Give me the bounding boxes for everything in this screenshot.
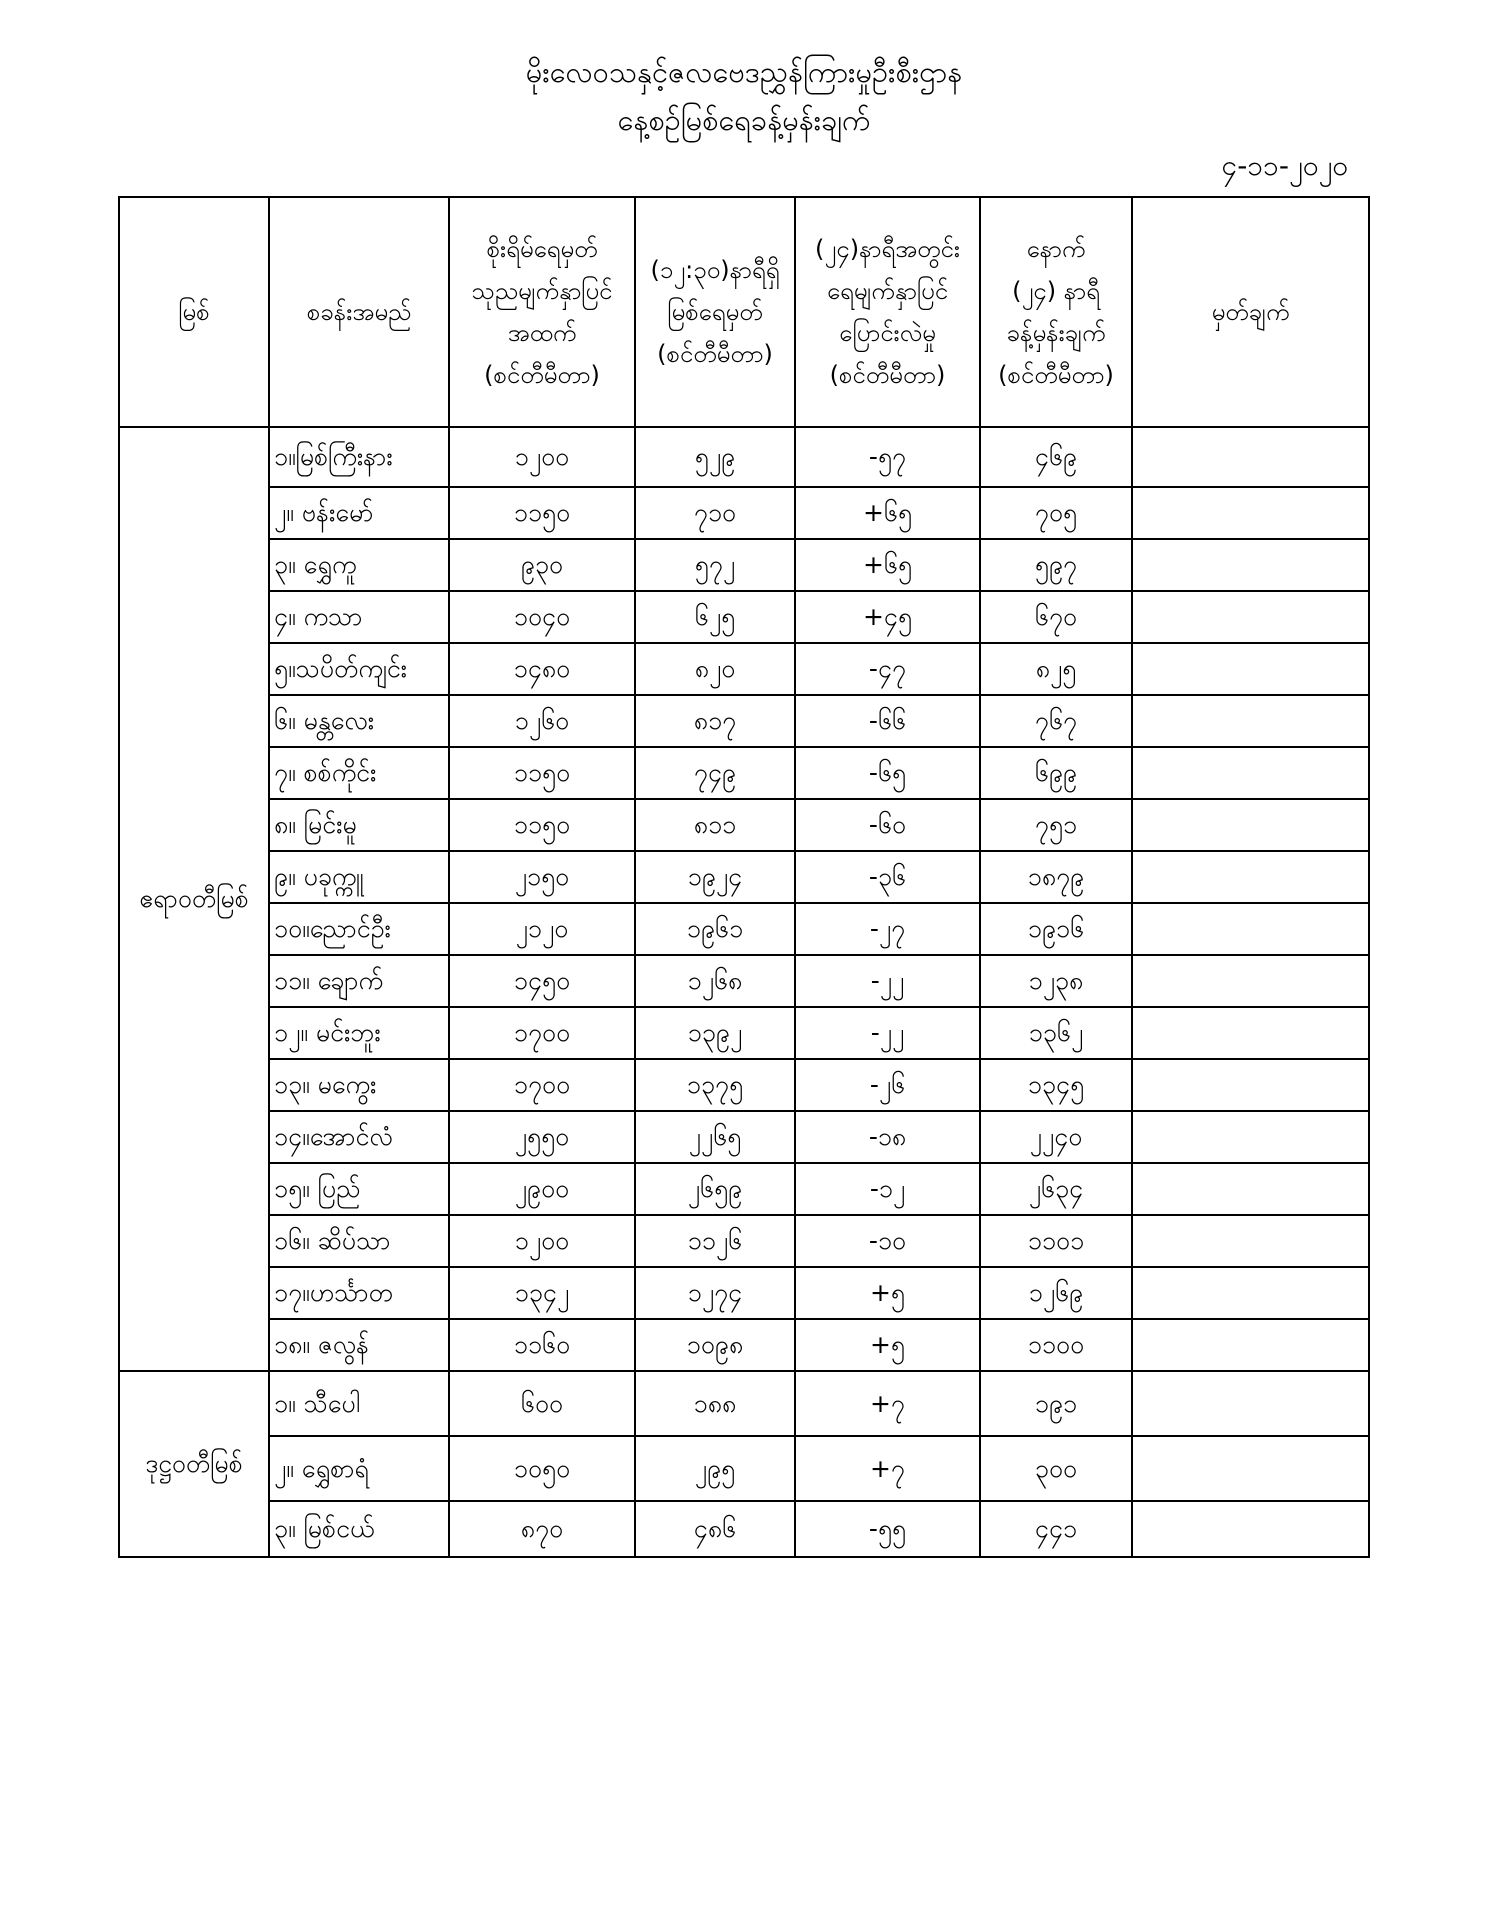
header-current-level <box>635 197 795 427</box>
remarks-cell <box>1132 1436 1369 1501</box>
danger-level: ၁၇၀၀ <box>449 1007 635 1059</box>
forecast-level: ၇၀၅ <box>980 487 1132 539</box>
table-row <box>119 427 1369 487</box>
danger-level: ၆၀၀ <box>449 1371 635 1436</box>
remarks-cell <box>1132 1163 1369 1215</box>
header-line: စိုးရိမ်ရေမှတ် <box>486 235 598 263</box>
table-row <box>119 747 1369 799</box>
table-row <box>119 1436 1369 1501</box>
table-row <box>119 1501 1369 1557</box>
remarks-cell <box>1132 695 1369 747</box>
table-row <box>119 1319 1369 1371</box>
page-title: မိုးလေဝသနှင့်ဇလဗေဒညွှန်ကြားမှုဦးစီးဌာန <box>525 55 963 89</box>
header-line: ရေမျက်နှာပြင် <box>826 277 949 305</box>
danger-level: ၁၂၆၀ <box>449 695 635 747</box>
danger-level: ၂၅၅၀ <box>449 1111 635 1163</box>
forecast-level: ၈၂၅ <box>980 643 1132 695</box>
station-name: ၂။ ဗန်းမော် <box>269 487 449 539</box>
table-row <box>119 903 1369 955</box>
table-body <box>119 427 1369 1557</box>
forecast-level: ၄၄၁ <box>980 1501 1132 1557</box>
current-level: ၁၈၈ <box>635 1371 795 1436</box>
level-change: -၆၀ <box>795 799 980 851</box>
danger-level: ၁၃၄၂ <box>449 1267 635 1319</box>
header-row <box>119 197 1369 427</box>
station-name: ၁၃။ မကွေး <box>269 1059 449 1111</box>
table-row <box>119 1111 1369 1163</box>
header-line: မြစ်ရေမှတ် <box>667 298 763 326</box>
table-row <box>119 695 1369 747</box>
danger-level: ၁၂၀၀ <box>449 1215 635 1267</box>
current-level: ၁၂၇၄ <box>635 1267 795 1319</box>
forecast-level: ၆၇၀ <box>980 591 1132 643</box>
remarks-cell <box>1132 1007 1369 1059</box>
remarks-cell <box>1132 1111 1369 1163</box>
station-name: ၇။ စစ်ကိုင်း <box>269 747 449 799</box>
river-name: ဧရာဝတီမြစ် <box>119 427 269 1371</box>
station-name: ၁၅။ ပြည် <box>269 1163 449 1215</box>
current-level: ၂၂၆၅ <box>635 1111 795 1163</box>
table-row <box>119 643 1369 695</box>
current-level: ၁၁၂၆ <box>635 1215 795 1267</box>
header-level-change <box>795 197 980 427</box>
danger-level: ၁၇၀၀ <box>449 1059 635 1111</box>
forecast-level: ၂၆၃၄ <box>980 1163 1132 1215</box>
header-line: ခန့်မှန်းချက် <box>1006 319 1106 347</box>
level-change: -၆၆ <box>795 695 980 747</box>
header-station <box>269 197 449 427</box>
forecast-level: ၁၁၀၁ <box>980 1215 1132 1267</box>
forecast-level: ၁၂၃၈ <box>980 955 1132 1007</box>
danger-level: ၁၄၈၀ <box>449 643 635 695</box>
forecast-level: ၁၈၇၉ <box>980 851 1132 903</box>
station-name: ၃။ ရွှေကူ <box>269 539 449 591</box>
forecast-level: ၆၉၉ <box>980 747 1132 799</box>
table-row <box>119 539 1369 591</box>
danger-level: ၁၁၅၀ <box>449 799 635 851</box>
current-level: ၅၂၉ <box>635 427 795 487</box>
header-river <box>119 197 269 427</box>
page-subtitle: နေ့စဉ်မြစ်ရေခန့်မှန်းချက် <box>617 103 871 137</box>
station-name: ၁၇။ဟင်္သာတ <box>269 1267 449 1319</box>
forecast-level: ၁၂၆၉ <box>980 1267 1132 1319</box>
danger-level: ၂၉၀၀ <box>449 1163 635 1215</box>
remarks-cell <box>1132 1319 1369 1371</box>
current-level: ၇၁၀ <box>635 487 795 539</box>
header-line: (စင်တီမီတာ) <box>484 361 600 389</box>
table-row <box>119 487 1369 539</box>
current-level: ၆၂၅ <box>635 591 795 643</box>
station-name: ၁၄။အောင်လံ <box>269 1111 449 1163</box>
remarks-cell <box>1132 747 1369 799</box>
level-change: -၂၇ <box>795 903 980 955</box>
station-name: ၁၈။ ဇလွန် <box>269 1319 449 1371</box>
forecast-level: ၇၅၁ <box>980 799 1132 851</box>
header-line: နောက် <box>1026 235 1086 263</box>
current-level: ၂၉၅ <box>635 1436 795 1501</box>
level-change: +၅ <box>795 1267 980 1319</box>
header-line: သုညမျက်နှာပြင် <box>471 277 613 305</box>
forecast-level: ၁၃၆၂ <box>980 1007 1132 1059</box>
station-name: ၂။ ရွှေစာရံ <box>269 1436 449 1501</box>
danger-level: ၁၂၀၀ <box>449 427 635 487</box>
level-change: -၁၈ <box>795 1111 980 1163</box>
forecast-level: ၄၆၉ <box>980 427 1132 487</box>
station-name: ၆။ မန္တလေး <box>269 695 449 747</box>
header-line: (၂၄) နာရီ <box>1012 277 1100 305</box>
forecast-level: ၅၉၇ <box>980 539 1132 591</box>
header-line: (စင်တီမီတာ) <box>998 361 1114 389</box>
table-row <box>119 851 1369 903</box>
forecast-level: ၁၁၀၀ <box>980 1319 1132 1371</box>
header-line: (စင်တီမီတာ) <box>829 361 946 389</box>
danger-level: ၂၁၂၀ <box>449 903 635 955</box>
level-change: -၃၆ <box>795 851 980 903</box>
danger-level: ၉၃၀ <box>449 539 635 591</box>
remarks-cell <box>1132 591 1369 643</box>
level-change: -၁၀ <box>795 1215 980 1267</box>
header-danger-level <box>449 197 635 427</box>
current-level: ၄၈၆ <box>635 1501 795 1557</box>
forecast-level: ၁၉၁၆ <box>980 903 1132 955</box>
station-name: ၅။သပိတ်ကျင်း <box>269 643 449 695</box>
remarks-cell <box>1132 955 1369 1007</box>
remarks-cell <box>1132 539 1369 591</box>
table-row <box>119 1371 1369 1436</box>
forecast-level: ၇၆၇ <box>980 695 1132 747</box>
station-name: ၁၆။ ဆိပ်သာ <box>269 1215 449 1267</box>
table-row <box>119 591 1369 643</box>
station-name: ၁၁။ ချောက် <box>269 955 449 1007</box>
header-line: မှတ်ချက် <box>1211 298 1290 326</box>
station-name: ၈။ မြင်းမူ <box>269 799 449 851</box>
station-name: ၁။ သီပေါ <box>269 1371 449 1436</box>
level-change: +၅ <box>795 1319 980 1371</box>
danger-level: ၁၀၄၀ <box>449 591 635 643</box>
danger-level: ၁၀၅၀ <box>449 1436 635 1501</box>
table-row <box>119 1163 1369 1215</box>
danger-level: ၁၁၅၀ <box>449 487 635 539</box>
current-level: ၅၇၂ <box>635 539 795 591</box>
danger-level: ၁၄၅၀ <box>449 955 635 1007</box>
station-name: ၁။မြစ်ကြီးနား <box>269 427 449 487</box>
station-name: ၃။ မြစ်ငယ် <box>269 1501 449 1557</box>
forecast-level: ၁၉၁ <box>980 1371 1132 1436</box>
current-level: ၁၃၇၅ <box>635 1059 795 1111</box>
remarks-cell <box>1132 1501 1369 1557</box>
table-row <box>119 955 1369 1007</box>
header-line: ပြောင်းလဲမှု <box>839 319 936 347</box>
report-date: ၄-၁၁-၂၀၂၀ <box>1221 149 1348 182</box>
current-level: ၁၉၆၁ <box>635 903 795 955</box>
river-name: ဒုဋ္ဌဝတီမြစ် <box>119 1371 269 1557</box>
remarks-cell <box>1132 799 1369 851</box>
table-row <box>119 1007 1369 1059</box>
current-level: ၇၄၉ <box>635 747 795 799</box>
current-level: ၈၁၁ <box>635 799 795 851</box>
current-level: ၈၁၇ <box>635 695 795 747</box>
table-row <box>119 1215 1369 1267</box>
level-change: -၂၂ <box>795 955 980 1007</box>
header-line: စခန်းအမည် <box>306 298 412 326</box>
remarks-cell <box>1132 643 1369 695</box>
table-row <box>119 1059 1369 1111</box>
station-name: ၄။ ကသာ <box>269 591 449 643</box>
header-line: (စင်တီမီတာ) <box>657 340 773 368</box>
remarks-cell <box>1132 427 1369 487</box>
forecast-level: ၃၀၀ <box>980 1436 1132 1501</box>
forecast-level: ၁၃၄၅ <box>980 1059 1132 1111</box>
remarks-cell <box>1132 1059 1369 1111</box>
level-change: +၆၅ <box>795 487 980 539</box>
remarks-cell <box>1132 1267 1369 1319</box>
station-name: ၁၀။ညောင်ဦး <box>269 903 449 955</box>
header-line: အထက် <box>507 319 577 347</box>
header-line: (၁၂:၃၀)နာရီရှိ <box>650 256 780 284</box>
remarks-cell <box>1132 851 1369 903</box>
danger-level: ၁၁၅၀ <box>449 747 635 799</box>
level-change: +၄၅ <box>795 591 980 643</box>
station-name: ၉။ ပခုက္ကူ <box>269 851 449 903</box>
level-change: +၇ <box>795 1436 980 1501</box>
level-change: -၅၇ <box>795 427 980 487</box>
forecast-level: ၂၂၄၀ <box>980 1111 1132 1163</box>
level-change: -၅၅ <box>795 1501 980 1557</box>
current-level: ၁၂၆၈ <box>635 955 795 1007</box>
table-row <box>119 1267 1369 1319</box>
level-change: +၇ <box>795 1371 980 1436</box>
danger-level: ၁၁၆၀ <box>449 1319 635 1371</box>
header-remarks <box>1132 197 1369 427</box>
remarks-cell <box>1132 903 1369 955</box>
level-change: -၂၂ <box>795 1007 980 1059</box>
level-change: +၆၅ <box>795 539 980 591</box>
current-level: ၂၆၅၉ <box>635 1163 795 1215</box>
level-change: -၆၅ <box>795 747 980 799</box>
current-level: ၁၃၉၂ <box>635 1007 795 1059</box>
table-row <box>119 799 1369 851</box>
remarks-cell <box>1132 487 1369 539</box>
remarks-cell <box>1132 1215 1369 1267</box>
level-change: -၁၂ <box>795 1163 980 1215</box>
current-level: ၁၀၉၈ <box>635 1319 795 1371</box>
station-name: ၁၂။ မင်းဘူး <box>269 1007 449 1059</box>
river-level-table <box>118 196 1370 1558</box>
level-change: -၂၆ <box>795 1059 980 1111</box>
level-change: -၄၇ <box>795 643 980 695</box>
current-level: ၈၂၀ <box>635 643 795 695</box>
current-level: ၁၉၂၄ <box>635 851 795 903</box>
header-line: မြစ် <box>178 298 210 326</box>
header-line: (၂၄)နာရီအတွင်း <box>815 235 960 263</box>
danger-level: ၈၇၀ <box>449 1501 635 1557</box>
danger-level: ၂၁၅၀ <box>449 851 635 903</box>
remarks-cell <box>1132 1371 1369 1436</box>
header-forecast <box>980 197 1132 427</box>
